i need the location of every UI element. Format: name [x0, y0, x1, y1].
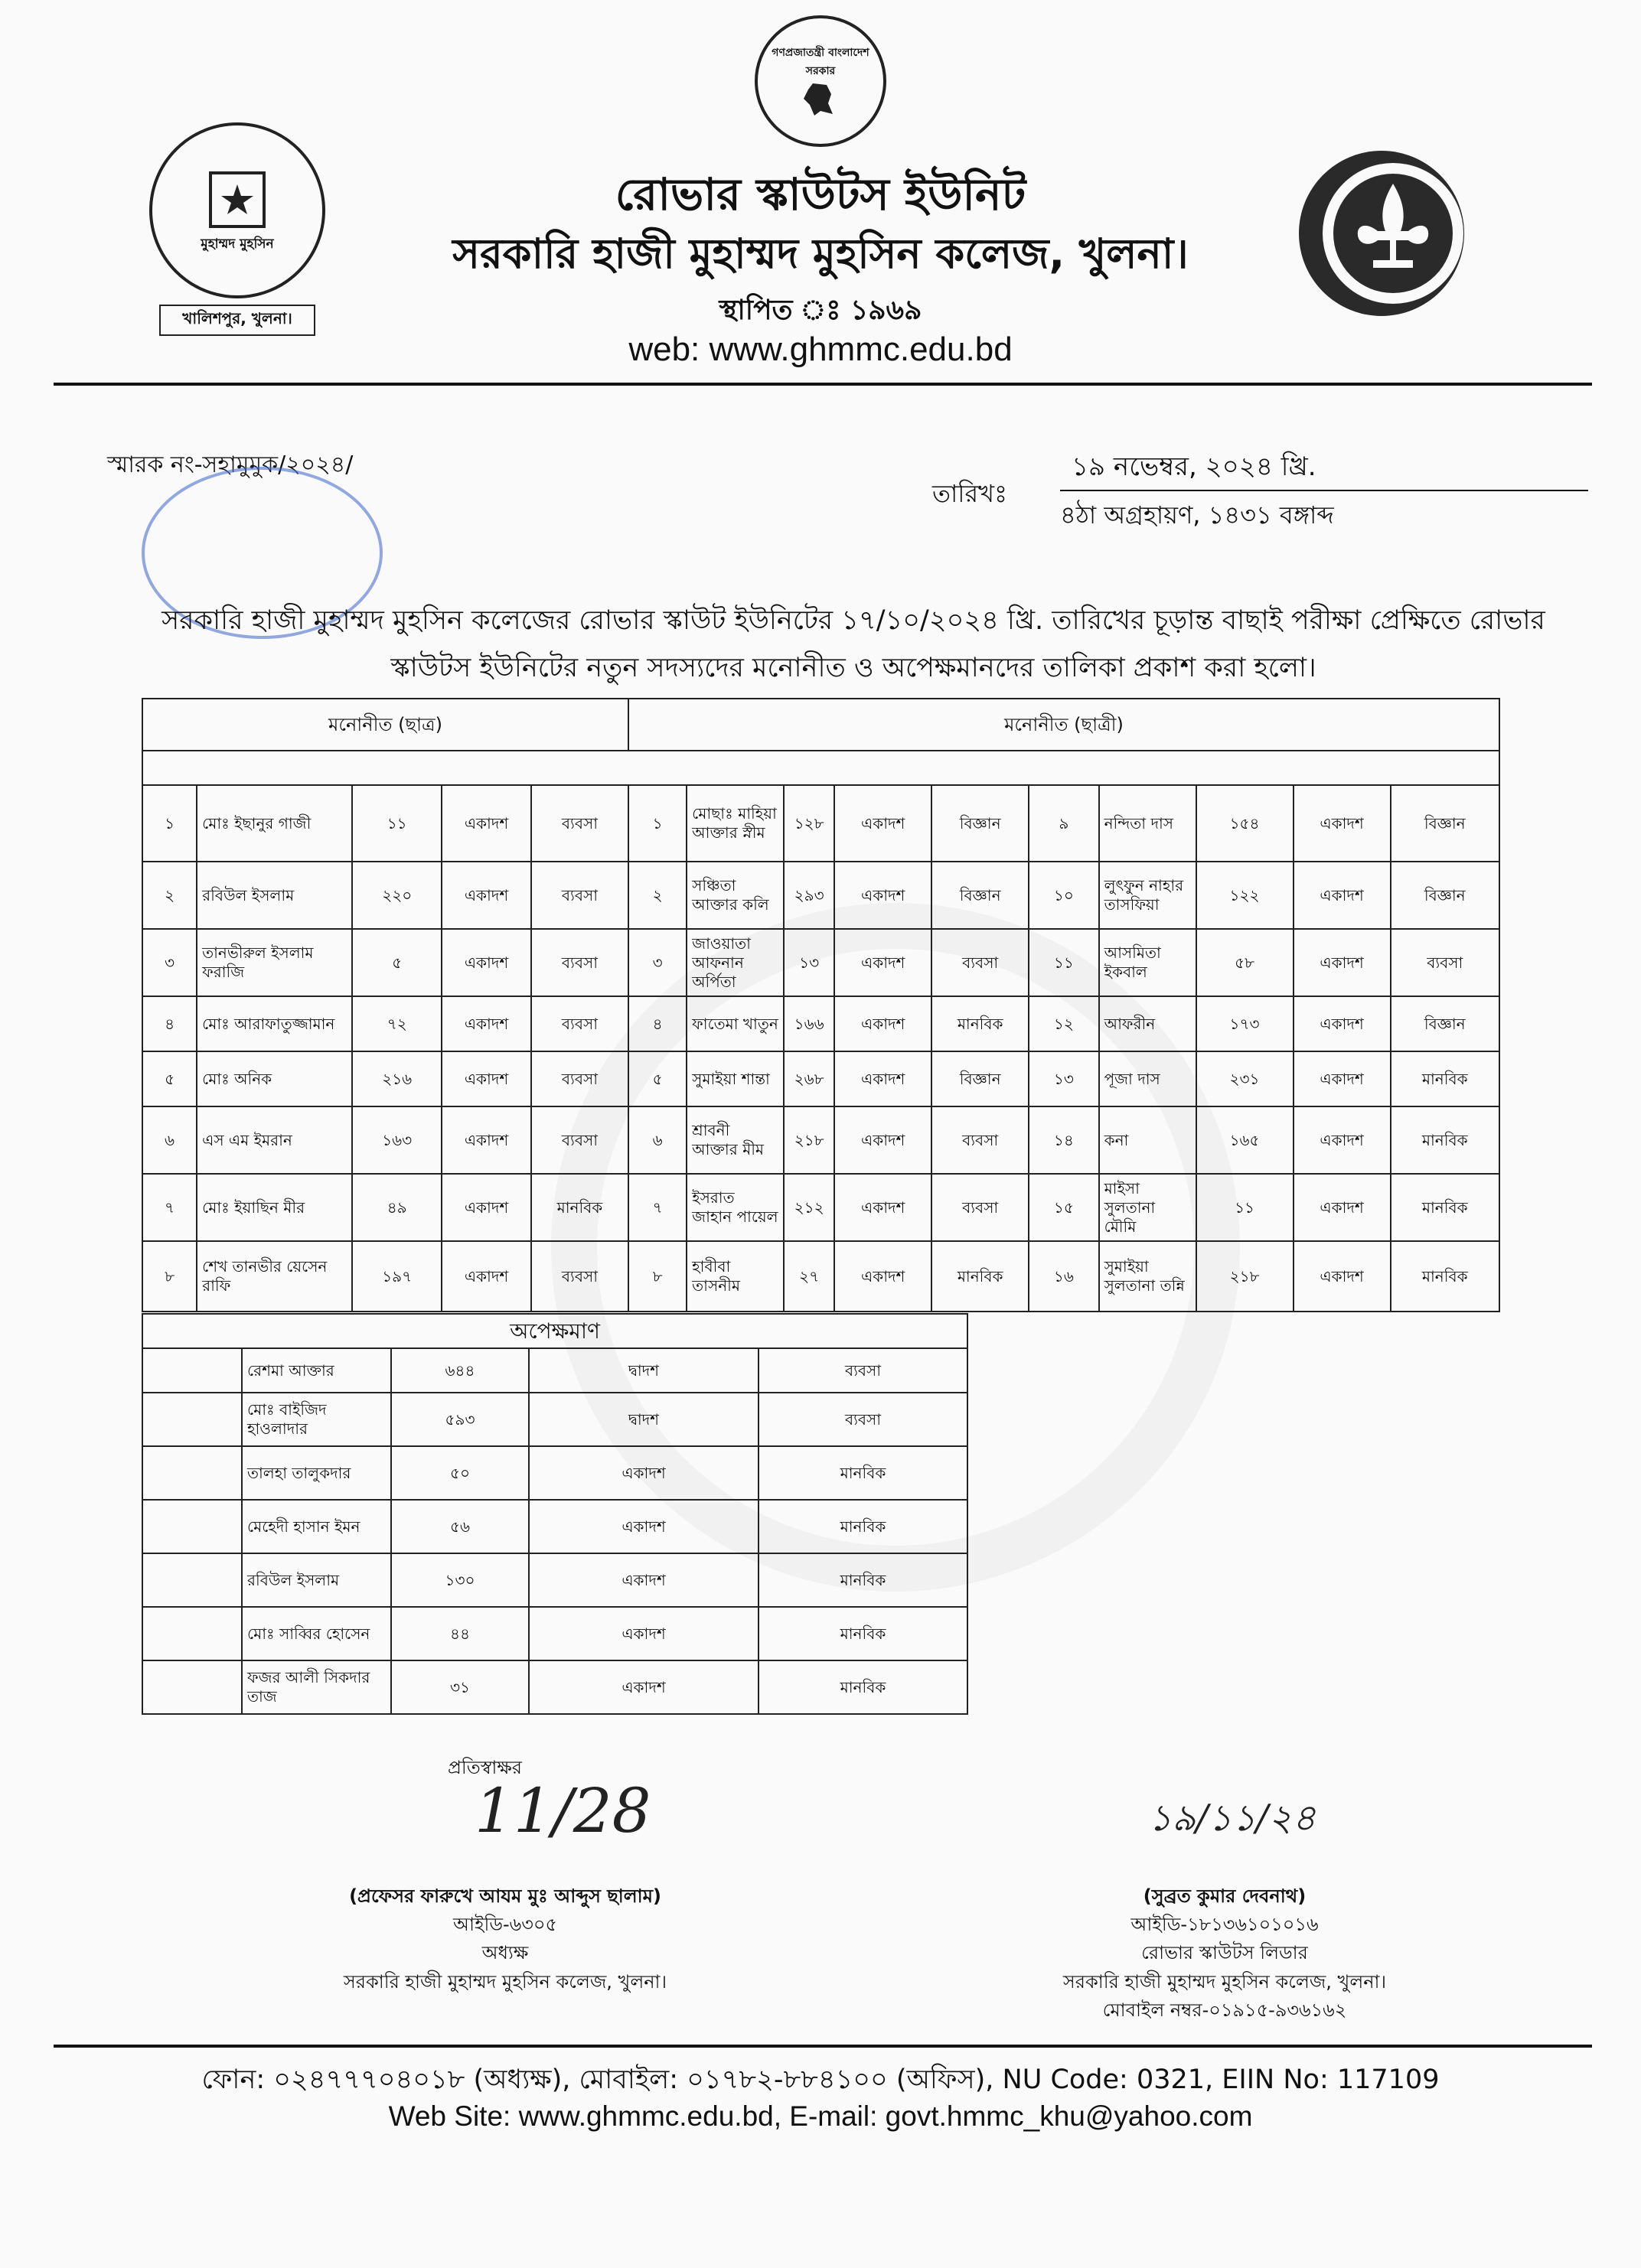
- cell-roll: ৫: [352, 929, 442, 996]
- cell-roll: ২৬৮: [784, 1051, 834, 1106]
- bangladesh-map-icon: [798, 80, 843, 119]
- cell-name: রবিউল ইসলাম: [242, 1553, 391, 1607]
- cell-roll: ১৬৩: [352, 1106, 442, 1174]
- cell-serial: ১৪: [1029, 1106, 1098, 1174]
- cell-roll: ৭২: [352, 996, 442, 1051]
- cell-roll: ১৭৩: [1196, 996, 1294, 1051]
- table-row: [142, 785, 1499, 862]
- table-row: [142, 1660, 967, 1714]
- cell-serial: ১: [142, 785, 197, 862]
- table-row: [142, 862, 1499, 929]
- cell-group: মানবিক: [931, 1241, 1029, 1312]
- waiting-heading: অপেক্ষমাণ: [142, 1314, 967, 1348]
- cell-name: মোঃ বাইজিদ হাওলাদার: [242, 1393, 391, 1446]
- cell-group: ব্যবসা: [531, 862, 628, 929]
- cell-name: হাবীবা তাসনীম: [687, 1241, 784, 1312]
- cell-serial: ৮: [628, 1241, 687, 1312]
- cell-class: একাদশ: [442, 1106, 531, 1174]
- cell-name: মোঃ ইয়াছিন মীর: [197, 1174, 352, 1241]
- table-row: [142, 1348, 967, 1393]
- table-row: [142, 1241, 1499, 1312]
- cell-class: একাদশ: [834, 1241, 931, 1312]
- cell-roll: ২৯৩: [784, 862, 834, 929]
- table-row: [142, 1106, 1499, 1174]
- cell-serial: ৬: [142, 1106, 197, 1174]
- cell-serial: ৪: [628, 996, 687, 1051]
- right-signature: [1148, 1791, 1316, 1851]
- cell-serial: ১১: [1029, 929, 1098, 996]
- cell-group: মানবিক: [759, 1553, 967, 1607]
- cell-name: ইসরাত জাহান পায়েল: [687, 1174, 784, 1241]
- male-selected-heading: মনোনীত (ছাত্র): [142, 699, 628, 751]
- cell-roll: ২৭: [784, 1241, 834, 1312]
- cell-roll: ৫০: [391, 1446, 529, 1500]
- cell-serial: ৯: [1029, 785, 1098, 862]
- table-row: [142, 1174, 1499, 1241]
- cell-class: দ্বাদশ: [529, 1348, 759, 1393]
- cell-roll: ১১: [352, 785, 442, 862]
- cell-serial: ১২: [1029, 996, 1098, 1051]
- cell-group: ব্যবসা: [531, 785, 628, 862]
- cell-roll: ১৯৭: [352, 1241, 442, 1312]
- cell-name: মোছাঃ মাহিয়া আক্তার স্নীম: [687, 785, 784, 862]
- leader-mobile: মোবাইল নম্বর-০১৯১৫-৯৩৬১৬২: [1102, 1999, 1347, 2021]
- cell-name: মোঃ অনিক: [197, 1051, 352, 1106]
- cell-name: শ্রাবনী আক্তার মীম: [687, 1106, 784, 1174]
- cell-name: মোঃ সাব্বির হোসেন: [242, 1607, 391, 1660]
- cell-group: বিজ্ঞান: [931, 785, 1029, 862]
- cell-class: একাদশ: [442, 862, 531, 929]
- table-row: [142, 1393, 967, 1446]
- cell-class: একাদশ: [529, 1607, 759, 1660]
- cell-class: একাদশ: [1294, 996, 1391, 1051]
- cell-serial: ৬: [628, 1106, 687, 1174]
- cell-group: মানবিক: [759, 1446, 967, 1500]
- cell-class: একাদশ: [442, 785, 531, 862]
- cell-class: একাদশ: [834, 1174, 931, 1241]
- cell-group: মানবিক: [759, 1607, 967, 1660]
- cell-group: বিজ্ঞান: [1391, 862, 1499, 929]
- table-row: [142, 1500, 967, 1553]
- leader-name: (সুব্রত কুমার দেবনাথ): [1143, 1885, 1307, 1907]
- date-label: তারিখঃ: [932, 479, 1008, 508]
- cell-group: মানবিক: [759, 1500, 967, 1553]
- cell-roll: ২১৬: [352, 1051, 442, 1106]
- cell-class: একাদশ: [834, 929, 931, 996]
- cell-name: শেখ তানভীর য়েসেন রাফি: [197, 1241, 352, 1312]
- cell-class: একাদশ: [442, 1051, 531, 1106]
- cell-name: সুমাইয়া শান্তা: [687, 1051, 784, 1106]
- cell-roll: ৬৪৪: [391, 1348, 529, 1393]
- cell-group: ব্যবসা: [531, 996, 628, 1051]
- cell-group: ব্যবসা: [531, 1241, 628, 1312]
- cell-name: মেহেদী হাসান ইমন: [242, 1500, 391, 1553]
- cell-group: বিজ্ঞান: [931, 1051, 1029, 1106]
- cell-serial: ১০: [1029, 862, 1098, 929]
- table-row: [142, 1607, 967, 1660]
- memo-reference: স্মারক নং-সহামুমুক/২০২৪/: [107, 451, 354, 478]
- cell-roll: ১৬৫: [1196, 1106, 1294, 1174]
- established-year: স্থাপিত ঃ ১৯৬৯: [719, 295, 922, 326]
- cell-group: মানবিক: [1391, 1051, 1499, 1106]
- cell-serial: ৭: [628, 1174, 687, 1241]
- cell-group: মানবিক: [1391, 1241, 1499, 1312]
- cell-roll: ৪৪: [391, 1607, 529, 1660]
- cell-roll: ৩১: [391, 1660, 529, 1714]
- cell-serial: ২: [628, 862, 687, 929]
- footer-contact: ফোন: ০২৪৭৭৭০৪০১৮ (অধ্যক্ষ), মোবাইল: ০১৭৮২-৮৮৪১০০ (অফিস), NU Code: 0321, EIIN No: 117109: [201, 2064, 1440, 2095]
- cell-class: একাদশ: [1294, 862, 1391, 929]
- cell-group: ব্যবসা: [931, 1174, 1029, 1241]
- cell-group: বিজ্ঞান: [1391, 785, 1499, 862]
- table-row: [142, 929, 1499, 996]
- cell-serial: [142, 1553, 242, 1607]
- cell-serial: ২: [142, 862, 197, 929]
- cell-roll: ১২২: [1196, 862, 1294, 929]
- cell-group: মানবিক: [931, 996, 1029, 1051]
- cell-name: রেশমা আক্তার: [242, 1348, 391, 1393]
- cell-class: একাদশ: [442, 996, 531, 1051]
- waiting-list-table: [142, 1313, 968, 1715]
- cell-group: মানবিক: [759, 1660, 967, 1714]
- cell-name: মোঃ ইছানুর গাজী: [197, 785, 352, 862]
- cell-roll: ১১: [1196, 1174, 1294, 1241]
- principal-org: সরকারি হাজী মুহাম্মদ মুহসিন কলেজ, খুলনা।: [343, 1970, 667, 1993]
- cell-class: দ্বাদশ: [529, 1393, 759, 1446]
- cell-serial: ৩: [628, 929, 687, 996]
- cell-class: একাদশ: [834, 785, 931, 862]
- date-gregorian: ১৯ নভেম্বর, ২০২৪ খ্রি.: [1072, 451, 1316, 482]
- cell-class: একাদশ: [834, 1106, 931, 1174]
- cell-class: একাদশ: [529, 1660, 759, 1714]
- cell-serial: ১৬: [1029, 1241, 1098, 1312]
- college-logo-caption: খালিশপুর, খুলনা।: [159, 305, 315, 336]
- leader-title: রোভার স্কাউটস লিডার: [1141, 1942, 1308, 1964]
- cell-class: একাদশ: [442, 1174, 531, 1241]
- cell-class: একাদশ: [834, 862, 931, 929]
- cell-group: মানবিক: [531, 1174, 628, 1241]
- cell-name: ফজর আলী সিকদার তাজ: [242, 1660, 391, 1714]
- cell-class: একাদশ: [1294, 1174, 1391, 1241]
- cell-name: লুৎফুন নাহার তাসফিয়া: [1099, 862, 1196, 929]
- cell-serial: ১৫: [1029, 1174, 1098, 1241]
- cell-roll: ১৩: [784, 929, 834, 996]
- cell-name: নন্দিতা দাস: [1099, 785, 1196, 862]
- cell-class: একাদশ: [1294, 785, 1391, 862]
- cell-name: পূজা দাস: [1099, 1051, 1196, 1106]
- table-row: [142, 1051, 1499, 1106]
- college-logo-text: মুহাম্মদ মুহসিন: [201, 236, 274, 252]
- cell-serial: ৮: [142, 1241, 197, 1312]
- college-name: সরকারি হাজী মুহাম্মদ মুহসিন কলেজ, খুলনা।: [452, 230, 1189, 278]
- cell-class: একাদশ: [1294, 929, 1391, 996]
- cell-roll: ২১৮: [1196, 1241, 1294, 1312]
- cell-group: ব্যবসা: [931, 929, 1029, 996]
- cell-class: একাদশ: [529, 1446, 759, 1500]
- cell-class: একাদশ: [1294, 1106, 1391, 1174]
- notice-body: সরকারি হাজী মুহাম্মদ মুহসিন কলেজের রোভার স্কাউট ইউনিটের ১৭/১০/২০২৪ খ্রি. তারিখের চূড়ান্ত বাছাই পরীক্ষা প্রেক্ষিতে রোভার স্কাউটস ইউনিটের নতুন সদস্যদের মনোনীত ও অপেক্ষমানদের তালিকা প্রকাশ করা হলো।: [161, 605, 1545, 683]
- cell-group: ব্যবসা: [531, 1106, 628, 1174]
- female-selected-heading: মনোনীত (ছাত্রী): [628, 699, 1499, 751]
- cell-serial: [142, 1348, 242, 1393]
- cell-class: একাদশ: [1294, 1241, 1391, 1312]
- website: web: www.ghmmc.edu.bd: [628, 331, 1013, 368]
- cell-serial: [142, 1500, 242, 1553]
- cell-name: মোঃ আরাফাতুজ্জামান: [197, 996, 352, 1051]
- cell-name: তালহা তালুকদার: [242, 1446, 391, 1500]
- footer-rule: [54, 2045, 1592, 2048]
- cell-roll: ১৬৬: [784, 996, 834, 1051]
- cell-serial: [142, 1393, 242, 1446]
- cell-serial: ১: [628, 785, 687, 862]
- cell-name: আসমিতা ইকবাল: [1099, 929, 1196, 996]
- cell-group: ব্যবসা: [931, 1106, 1029, 1174]
- cell-group: ব্যবসা: [531, 1051, 628, 1106]
- cell-serial: ১৩: [1029, 1051, 1098, 1106]
- cell-serial: ৪: [142, 996, 197, 1051]
- cell-name: তানভীরুল ইসলাম ফরাজি: [197, 929, 352, 996]
- leader-org: সরকারি হাজী মুহাম্মদ মুহসিন কলেজ, খুলনা।: [1062, 1970, 1387, 1993]
- government-emblem: [755, 15, 886, 147]
- cell-name: এস এম ইমরান: [197, 1106, 352, 1174]
- cell-roll: ১৫৪: [1196, 785, 1294, 862]
- principal-name: (প্রফেসর ফারুখে আযম মুঃ আব্দুস ছালাম): [349, 1885, 661, 1907]
- cell-group: ব্যবসা: [759, 1348, 967, 1393]
- cell-name: রবিউল ইসলাম: [197, 862, 352, 929]
- cell-group: মানবিক: [1391, 1174, 1499, 1241]
- cell-class: একাদশ: [1294, 1051, 1391, 1106]
- unit-title: রোভার স্কাউটস ইউনিট: [615, 168, 1026, 220]
- cell-serial: ৩: [142, 929, 197, 996]
- cell-roll: ৫৯৩: [391, 1393, 529, 1446]
- countersign-label: প্রতিস্বাক্ষর: [448, 1757, 522, 1778]
- cell-serial: ৫: [142, 1051, 197, 1106]
- cell-class: একাদশ: [529, 1500, 759, 1553]
- cell-class: একাদশ: [442, 929, 531, 996]
- cell-serial: ৫: [628, 1051, 687, 1106]
- principal-signature-block: [291, 1882, 719, 1996]
- blank-row: [142, 751, 1499, 785]
- cell-name: মাইসা সুলতানা মৌমি: [1099, 1174, 1196, 1241]
- left-signature-scribble: 11/28: [475, 1775, 651, 1846]
- cell-roll: ১২৮: [784, 785, 834, 862]
- left-signature: [475, 1775, 651, 1846]
- cell-class: একাদশ: [834, 996, 931, 1051]
- cell-roll: ২২০: [352, 862, 442, 929]
- cell-roll: ১৩০: [391, 1553, 529, 1607]
- cell-group: ব্যবসা: [759, 1393, 967, 1446]
- cell-group: বিজ্ঞান: [1391, 996, 1499, 1051]
- leader-id: আইডি-১৮১৩৬১০১০১৬: [1130, 1914, 1319, 1936]
- table-row: [142, 1446, 967, 1500]
- date-bangla: ৪ঠা অগ্রহায়ণ, ১৪৩১ বঙ্গাব্দ: [1060, 500, 1334, 530]
- selected-members-table: [142, 698, 1500, 1312]
- cell-serial: [142, 1660, 242, 1714]
- cell-serial: ৭: [142, 1174, 197, 1241]
- emblem-text: গণপ্রজাতন্ত্রী বাংলাদেশ সরকার: [772, 47, 869, 77]
- cell-name: কনা: [1099, 1106, 1196, 1174]
- cell-roll: ২১৮: [784, 1106, 834, 1174]
- principal-title: অধ্যক্ষ: [481, 1942, 529, 1964]
- table-row: [142, 1553, 967, 1607]
- cell-group: ব্যবসা: [1391, 929, 1499, 996]
- leader-signature-block: [1010, 1882, 1439, 2025]
- cell-name: ফাতেমা খাতুন: [687, 996, 784, 1051]
- cell-class: একাদশ: [442, 1241, 531, 1312]
- header-rule: [54, 383, 1592, 386]
- cell-class: একাদশ: [529, 1553, 759, 1607]
- cell-roll: ২৩১: [1196, 1051, 1294, 1106]
- cell-group: মানবিক: [1391, 1106, 1499, 1174]
- cell-roll: ২১২: [784, 1174, 834, 1241]
- date-divider: [1060, 490, 1588, 491]
- cell-serial: [142, 1607, 242, 1660]
- cell-name: সুমাইয়া সুলতানা তন্নি: [1099, 1241, 1196, 1312]
- cell-roll: ৪৯: [352, 1174, 442, 1241]
- cell-name: সঞ্চিতা আক্তার কলি: [687, 862, 784, 929]
- right-signature-scribble: ১৯/১১/২৪: [1148, 1797, 1316, 1839]
- cell-name: জাওয়াতা আফনান অর্পিতা: [687, 929, 784, 996]
- cell-group: ব্যবসা: [531, 929, 628, 996]
- cell-class: একাদশ: [834, 1051, 931, 1106]
- cell-name: আফরীন: [1099, 996, 1196, 1051]
- cell-roll: ৫৮: [1196, 929, 1294, 996]
- cell-roll: ৫৬: [391, 1500, 529, 1553]
- cell-group: বিজ্ঞান: [931, 862, 1029, 929]
- principal-id: আইডি-৬৩০৫: [452, 1914, 558, 1936]
- footer-web-email: Web Site: www.ghmmc.edu.bd, E-mail: govt.hmmc_khu@yahoo.com: [388, 2100, 1253, 2132]
- table-row: [142, 996, 1499, 1051]
- cell-serial: [142, 1446, 242, 1500]
